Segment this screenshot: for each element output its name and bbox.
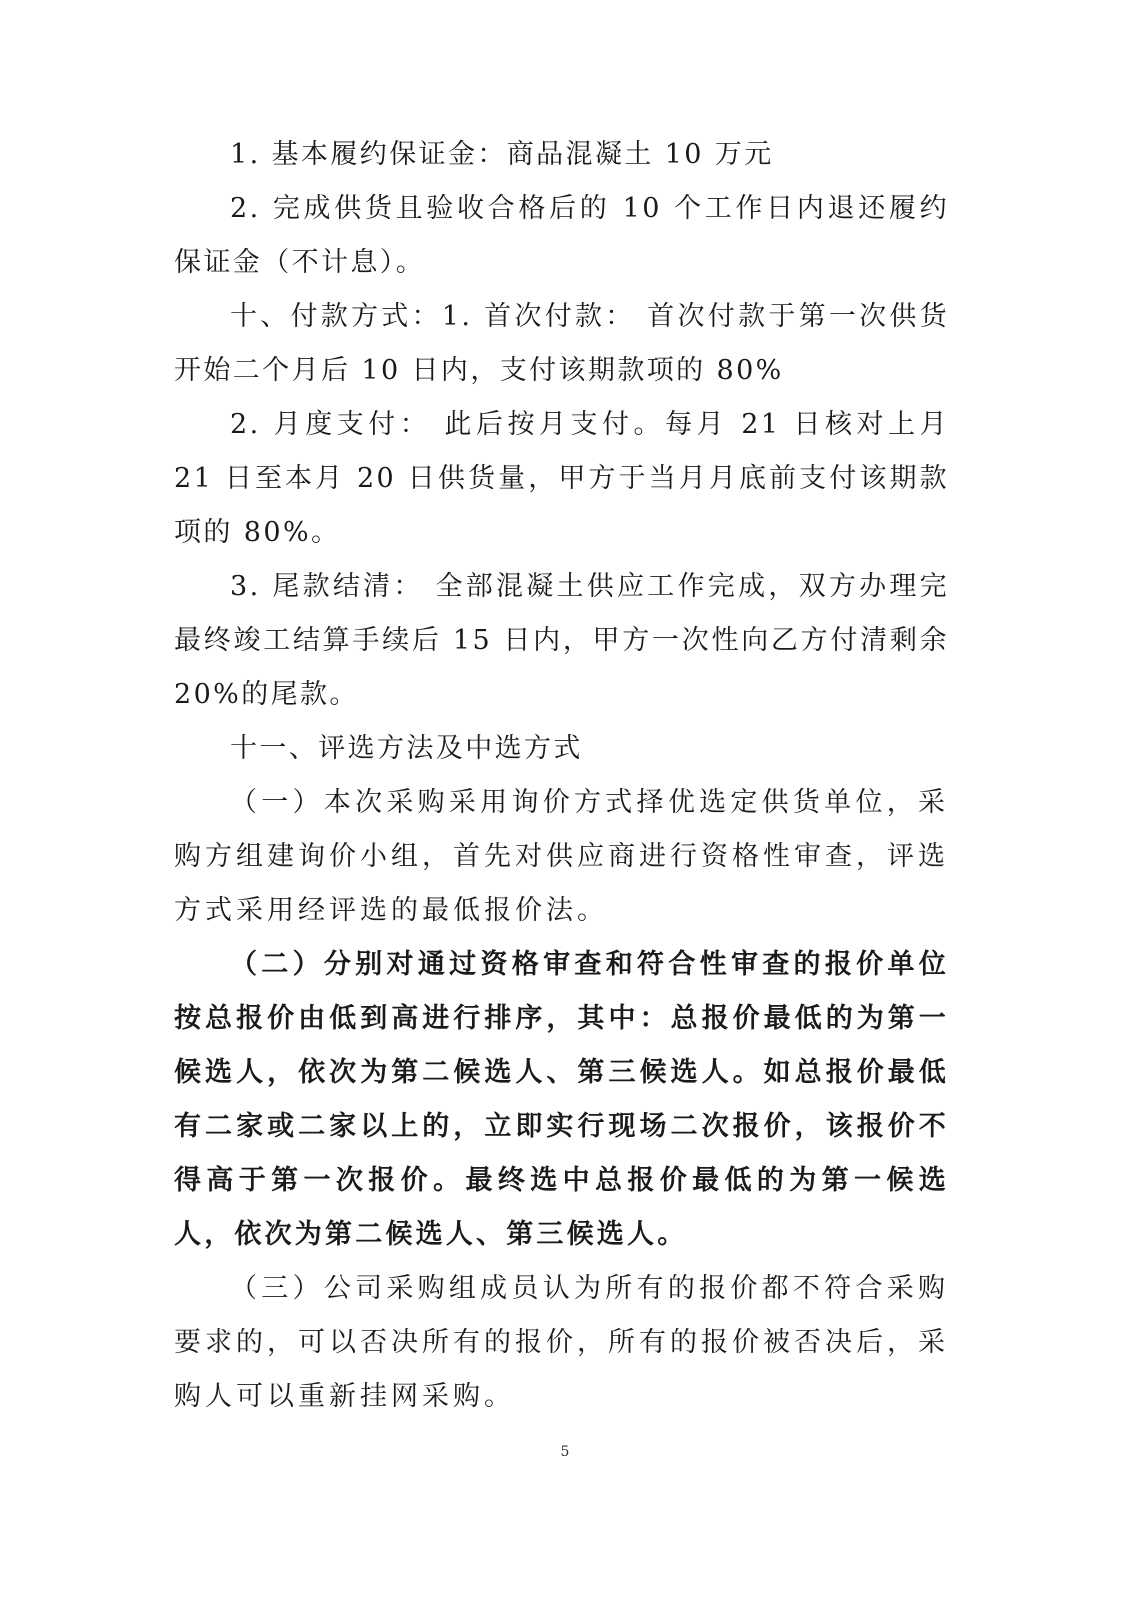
paragraph-performance-bond-amount: 1. 基本履约保证金：商品混凝土 10 万元	[230, 139, 774, 170]
paragraph-evaluation-one: （一）本次采购采用询价方式择优选定供货单位，采购方组建询价小组，首先对供应商进行资格性审查，评选方式采用经评选的最低报价法。	[174, 787, 949, 926]
paragraph-evaluation-three: （三）公司采购组成员认为所有的报价都不符合采购要求的，可以否决所有的报价，所有的报价被否决后，采购人可以重新挂网采购。	[174, 1273, 949, 1412]
page-body	[174, 128, 949, 1424]
paragraph-monthly-payment: 2. 月度支付： 此后按月支付。每月 21 日核对上月 21 日至本月 20 日供货量，甲方于当月月底前支付该期款项的 80%。	[174, 409, 949, 548]
paragraph-payment-method-first: 十、付款方式：1. 首次付款： 首次付款于第一次供货开始二个月后 10 日内，支付该期款项的 80%	[174, 301, 949, 386]
paragraph-evaluation-two: （二）分别对通过资格审查和符合性审查的报价单位按总报价由低到高进行排序，其中：总报价最低的为第一候选人，依次为第二候选人、第三候选人。如总报价最低有二家或二家以上的，立即实行现场二次报价，该报价不得高于第一次报价。最终选中总报价最低的为第一候选人，依次为第二候选人、第三候选人。	[174, 949, 949, 1250]
page-number: 5	[560, 1444, 570, 1460]
paragraph-bond-refund: 2. 完成供货且验收合格后的 10 个工作日内退还履约保证金（不计息）。	[174, 193, 949, 278]
section-heading-evaluation: 十一、评选方法及中选方式	[230, 733, 583, 764]
paragraph-final-payment: 3. 尾款结清： 全部混凝土供应工作完成，双方办理完最终竣工结算手续后 15 日内，甲方一次性向乙方付清剩余 20%的尾款。	[174, 571, 949, 710]
